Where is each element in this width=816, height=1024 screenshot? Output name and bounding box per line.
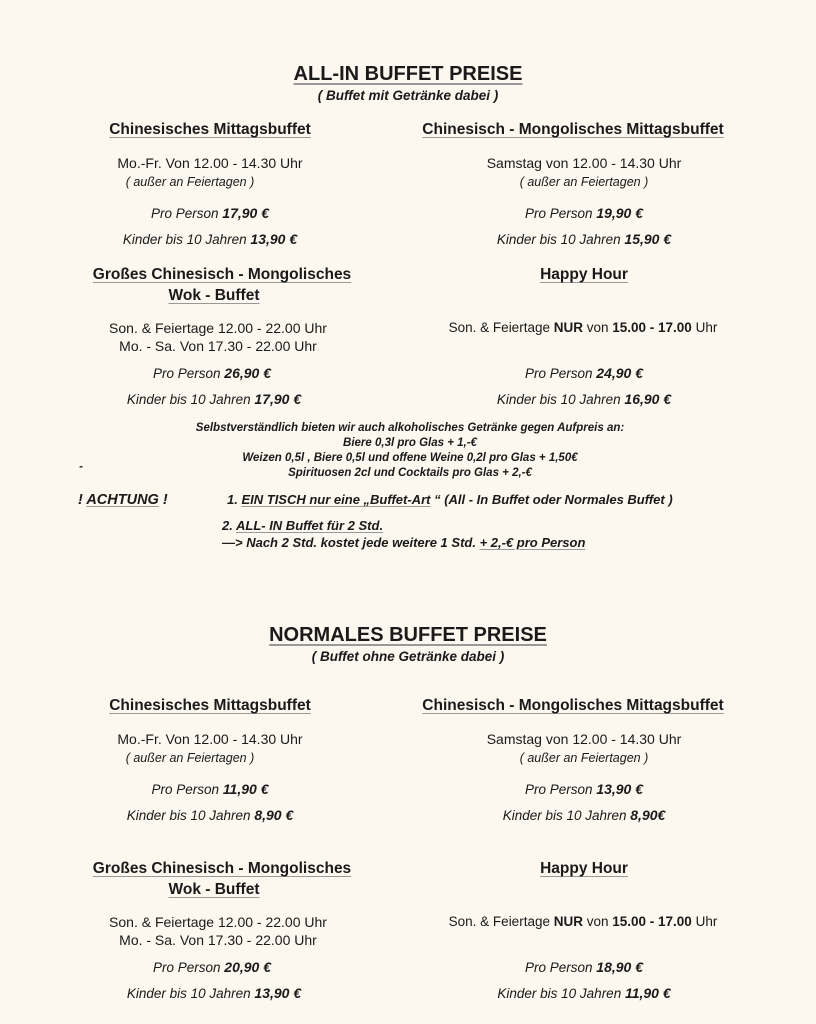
price-adult: Pro Person 18,90 € — [524, 959, 643, 975]
price-adult: Pro Person 11,90 € — [151, 781, 269, 797]
buffet-hours: Son. & Feiertage 12.00 - 22.00 Uhr — [109, 320, 327, 336]
happy-hour-hours: Son. & Feiertage NUR von 15.00 - 17.00 Uhr — [448, 914, 718, 929]
buffet-heading: Großes Chinesisch - Mongolisches — [92, 860, 352, 877]
section-subtitle: ( Buffet ohne Getränke dabei ) — [311, 649, 505, 664]
price-kids: Kinder bis 10 Jahren 8,90€ — [502, 807, 666, 823]
price-kids: Kinder bis 10 Jahren 17,90 € — [126, 391, 302, 407]
buffet-heading: Chinesisches Mittagsbuffet — [109, 697, 311, 714]
buffet-note: ( außer an Feiertagen ) — [125, 175, 255, 189]
buffet-heading-line2: Wok - Buffet — [168, 881, 260, 898]
buffet-heading: Großes Chinesisch - Mongolisches — [92, 266, 352, 283]
price-kids: Kinder bis 10 Jahren 13,90 € — [126, 985, 302, 1001]
buffet-heading: Chinesisches Mittagsbuffet — [109, 121, 311, 138]
price-kids: Kinder bis 10 Jahren 11,90 € — [497, 985, 671, 1001]
price-adult: Pro Person 19,90 € — [524, 205, 643, 221]
happy-hour-heading: Happy Hour — [540, 860, 628, 877]
achtung-label: ! ACHTUNG ! — [78, 492, 168, 508]
buffet-note: ( außer an Feiertagen ) — [519, 175, 649, 189]
price-kids: Kinder bis 10 Jahren 13,90 € — [122, 231, 298, 247]
price-adult: Pro Person 24,90 € — [524, 365, 643, 381]
dash: - — [79, 461, 83, 473]
buffet-heading: Chinesisch - Mongolisches Mittagsbuffet — [422, 121, 724, 138]
price-adult: Pro Person 20,90 € — [152, 959, 271, 975]
buffet-heading-line2: Wok - Buffet — [168, 287, 260, 304]
buffet-hours: Mo. - Sa. Von 17.30 - 22.00 Uhr — [119, 932, 317, 948]
buffet-hours: Mo.-Fr. Von 12.00 - 14.30 Uhr — [117, 731, 303, 747]
buffet-note: ( außer an Feiertagen ) — [125, 751, 255, 765]
happy-hour-heading: Happy Hour — [540, 266, 628, 283]
price-kids: Kinder bis 10 Jahren 8,90 € — [126, 807, 294, 823]
buffet-hours: Samstag von 12.00 - 14.30 Uhr — [486, 155, 682, 171]
section-title: ALL-IN BUFFET PREISE — [293, 63, 523, 85]
buffet-hours: Mo. - Sa. Von 17.30 - 22.00 Uhr — [119, 338, 317, 354]
section-title: NORMALES BUFFET PREISE — [269, 624, 547, 646]
buffet-heading: Chinesisch - Mongolisches Mittagsbuffet — [422, 697, 724, 714]
price-adult: Pro Person 17,90 € — [150, 205, 269, 221]
drinks-line: Weizen 0,5l , Biere 0,5l und offene Weine 0,2l pro Glas + 1,50€ — [242, 452, 578, 464]
section-subtitle: ( Buffet mit Getränke dabei ) — [317, 88, 499, 103]
price-kids: Kinder bis 10 Jahren 16,90 € — [496, 391, 672, 407]
drinks-line: Selbstverständlich bieten wir auch alkoholisches Getränke gegen Aufpreis an: — [195, 422, 625, 434]
drinks-line: Biere 0,3l pro Glas + 1,-€ — [343, 437, 477, 449]
buffet-hours: Samstag von 12.00 - 14.30 Uhr — [486, 731, 682, 747]
warning-item-3: —> Nach 2 Std. kostet jede weitere 1 Std. + 2,-€ pro Person — [222, 535, 586, 550]
warning-item-1: 1. EIN TISCH nur eine „Buffet-Art “ (All - In Buffet oder Normales Buffet ) — [227, 492, 673, 507]
warning-item-2: 2. ALL- IN Buffet für 2 Std. — [222, 518, 384, 533]
buffet-hours: Son. & Feiertage 12.00 - 22.00 Uhr — [109, 914, 327, 930]
price-adult: Pro Person 26,90 € — [152, 365, 271, 381]
buffet-hours: Mo.-Fr. Von 12.00 - 14.30 Uhr — [117, 155, 303, 171]
drinks-line: Spirituosen 2cl und Cocktails pro Glas + 2,-€ — [288, 467, 532, 479]
buffet-note: ( außer an Feiertagen ) — [519, 751, 649, 765]
happy-hour-hours: Son. & Feiertage NUR von 15.00 - 17.00 Uhr — [448, 320, 718, 335]
price-kids: Kinder bis 10 Jahren 15,90 € — [496, 231, 672, 247]
price-adult: Pro Person 13,90 € — [524, 781, 643, 797]
